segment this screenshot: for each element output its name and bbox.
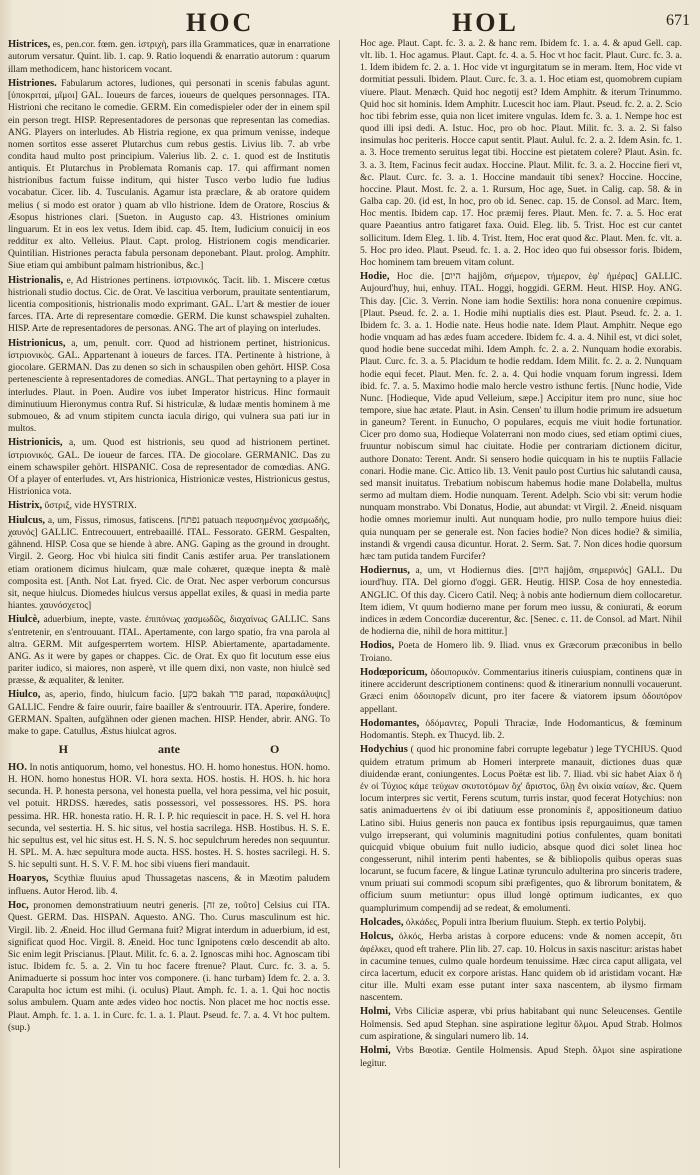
running-head-right: HOL [452, 8, 519, 37]
dictionary-entry [8, 761, 330, 872]
dictionary-entry [8, 514, 330, 613]
right-entries [360, 38, 682, 1070]
dictionary-entry [360, 639, 682, 665]
entry-headword: Hodychius [360, 744, 408, 756]
entry-headword: Histrix, [8, 500, 43, 512]
entry-text: Vrbs Bœotiæ. Gentile Holmensis. Apud Steph. ὅλμοι sine aspiratione legitur. [360, 1046, 682, 1069]
entry-text: a, um, Fissus, rimosus, fatiscens. [נפתח patuach πεφυσημένος χασμωδής, χαυνός] GALLIC. Entrecouuert, entrebaaillé. ITAL. Fessorato. GERM. Gespalten, gähnend. HISP. Cosa que se hiende à abre. ANG. Gaping as the ground in drought. Virgil. 2. Georg. Hoc vbi hiulca siti findit Canis æstifer arua. Per translationem etiam orationem dicimus hiulcam, quæ male cohæret, quæque inepta & malè composita est. [Anth. Not Lat. fryed. Cic. de Orat. Nec asper verborum concursus sit, neque hiulcus. Diomedes hiulcus versus appellat exiles, & quasi in media parte hiantes. χαυνόσχετος] [8, 515, 331, 611]
dictionary-entry [360, 930, 682, 1004]
dictionary-entry [360, 717, 682, 743]
dictionary-entry [8, 436, 330, 498]
entry-text: Scythiæ fluuius apud Thussagetas nascens, & in Mæotim paludem influens. Autor Herod. lib. 4. [8, 874, 331, 897]
entry-text: ὁλκός, Herba aristas à corpore educens: vnde & nomen accepit, ὅτι ἀφέλκει, quod eft trahere. Plin lib. 27. cap. 10. Holcus in saxis nascitur: aristas habet in cacumine tenues, culmo quale hordeum tenuissime. Hæc circa caput alligata, vel circa lacertum, educit ex corpore aristas. Hanc quidem ob id aristidam vocant. Hæ citur ille. Multi exam esse putant inter saxa nascentem, ab ilysmo firmam nascentem. [360, 932, 682, 1004]
dictionary-entry [8, 337, 330, 436]
entry-headword: Hodœporicum, [360, 666, 428, 678]
entry-headword: Histrionalis, [8, 274, 64, 286]
dictionary-entry [360, 916, 682, 929]
column-rule [339, 40, 340, 1168]
left-column [8, 38, 330, 1035]
dictionary-entry [360, 564, 682, 638]
entry-headword: Holcades, [360, 916, 404, 928]
entry-headword: Hiulcè, [8, 614, 40, 626]
entry-text: a, um, vt Hodiernus dies. [היום hajjôm, σημερινός] GALL. Du iourd'huy. ITA. Del giorno d'oggi. GER. Heutig. HISP. Cosa de hoy ennestedia. ANGLIC. Of this day. Cicero Catil. Neq; à nobis ante hodiernum diem collocaretur. Item idiem, Vt quum hodierno mane per forum meo iussu, & coniurati, & eorum indices in ædem Concordiæ ducerentur, &c. [Senec. c. 11. de Consol. ad Mart. Nihil de hodierna die, nihil de hora mittitur.] [360, 566, 683, 638]
dictionary-entry [360, 666, 682, 716]
entry-headword: Hodios, [360, 640, 395, 652]
dictionary-entry [8, 688, 330, 738]
entry-text: Fabularum actores, ludiones, qui personati in scenis fabulas agunt. [ὑποκριταί, μῖμοι] GAL. Ioueurs de farces, ioueurs de quelques personnages. ITA. Histrioni che recitano le comedie. GERM. Ein comedispieler oder der in einem spil ein person tregt. HISP. Representadores de personas que representan las comedias. ANG. Players on interludes. Ab Histria regione, ex qua primum venisse, indeque nomen sortitos esse asseret Plutarchus cum rebus gestis. Livius lib. 7. ab vrbe condita haud multo post principium. Valerius lib. 2. c. 1. quod est de Institutis antiquis. Et Plutarchus in Problemata Romanis cap. 17. qui affirmant nomen histrionibus factum fuisse inditum, qui hister Tusco verbo ludio fue ludius vocabatur. Cicer. lib. 4. Tusculanis. Agamur ista præclare, & ab oratore quidem melius ( si modo est orator ) quam ab vllo histrione. Idem de Oratore, Roscius & Æsopus histriones clari. [Sueton. in Augusto cap. 43. Histriones ominium linguarum. Et in eos lex vetus. Idem ibid. cap. 45. Item, Iudicium conuicij in eos redditur ex alto. Velleius. Plaut. Capt. prolog. Histrionem cogis mendicarier. Quintilian. Histriones peracta fabula personam deponebant. Plaut. prolog. Amphitr. Siue etiam qui ambibunt palmam histrionibus, &c.] [8, 78, 330, 272]
dictionary-entry [360, 38, 682, 269]
dictionary-entry [8, 899, 330, 1034]
dictionary-entry [360, 1044, 682, 1070]
divider-letter-left: H [58, 742, 68, 757]
dictionary-entry [8, 499, 330, 512]
dictionary-entry [8, 77, 330, 273]
entry-headword: Hiulco, [8, 689, 41, 701]
entry-headword: Histrionicis, [8, 437, 63, 449]
dictionary-entry [360, 743, 682, 914]
entry-text: e, Ad Histriones pertinens. ἱστριονικός. Tacit. lib. 1. Miscere cœtus histrionali studio doctus. Cic. de Orat. Ve lascitiua verborum, prauitate sententiarum, licentia compositionis, histrionalis modo exprimant. GAL. L'art & mestier de iouer farces. ITA. Arte di representare comœdie. GERM. Die kunst schawspiel zuhalten. HISP. Arte de representadores de personas. ANG. The art of playing on interludes. [8, 275, 330, 335]
running-head [0, 4, 700, 36]
entry-text: a, um. Quod est histrionis, seu quod ad histrionem pertinet. ἱστριονικός. GAL. De ioueur de farces. ITA. De giocolare. GERMANIC. Das zu einem schawspiler gehört. HISPANIC. Cosa de representador de comœdias. ANG. Of a player of enterludes. vt, Ars histrionica, Histrionicæ vestes, Histrionicus gestus, Histrionica vota. [8, 438, 331, 498]
entry-headword: Histrionicus, [8, 337, 66, 349]
entry-headword: Holcus, [360, 931, 394, 943]
entry-text: as, aperio, findo, hiulcum facio. [בקע bakah פרד parad, παρακάλυψις] GALLIC. Fendre & faire ouurir, faire baailler & s'entrouurir. ITA. Aperire, fondere. GERMAN. Spalten, aufgähnen oder gienen machen. HISP. Hender, abrir. ANG. To make to gape. Catullus, Æstus hiulcat agros. [8, 690, 330, 738]
entry-headword: Hoc, [8, 899, 29, 911]
right-column [360, 38, 682, 1071]
entry-headword: Hodie, [360, 270, 390, 282]
entry-headword: Holmi, [360, 1045, 391, 1057]
entry-text: es, pen.cor. fœm. gen. ἱστριχὴ, pars illa Grammatices, quæ in enarratione autorum versatur. Quint. lib. 1. cap. 9. Ratio loquendi & enarratio autorum : quarum illam methodicem, hanc historicem vocant. [8, 40, 331, 75]
entry-text: In notis antiquorum, homo, vel honestus. HO. H. homo honestus. HON. homo. H. HON. homo honestus HOR. VI. hora sexta. HOS. hostis. H. HOS. h. hic hora secunda. H. P. honesta persona, vel honesta puella, vel hora pessima, vel hic posuit, vel potuit. HRDSS. hæredes, satis possessori, vel possessores. HS. PS. hora pessima. HR. HR. honesta ratio. H. R. I. P. hic requiescit in pace. H. S. vel H. hora secunda, vel sestertia. H. S. hic situs, vel hostia sacrilega. HSB. Hostibus. H. S. E. hic sepultus est, vel hic situs est. H. S. N. S. hoc sepulchrum heredes non sequuntur. H. SPL. M. A. hæc sepultura mode aucta. HSS. hostes. H. S. hostes sacrilegi. H. S. S. hic sepulti sunt. H. S. V. F. M. hoc sibi viuens fieri mandauit. [8, 762, 330, 871]
entry-headword: Hodomantes, [360, 717, 420, 729]
dictionary-entry [8, 613, 330, 687]
entry-text: ὕστριξ, vide HYSTRIX. [44, 501, 137, 512]
entry-headword: Histriones. [8, 77, 57, 89]
divider-word: ante [158, 742, 180, 757]
entry-text: ὁδόμαντες, Populi Thraciæ, Inde Hodomanticus, & fœminum Hodomantis. Steph. ex Thucyd. lib. 2. [360, 718, 682, 742]
running-head-left: HOC [186, 8, 255, 37]
entry-headword: Hiulcus, [8, 514, 46, 526]
entry-text: ὁλκάδες, Populi intra Iberium fluuium. Steph. ex tertio Polybij. [405, 917, 647, 928]
dictionary-entry [360, 1005, 682, 1043]
entry-text: Hoc age. Plaut. Capt. fc. 3. a. 2. & hanc rem. Ibidem fc. 1. a. 4. & apud Gell. cap. vlt. lib. 1. Hoc agamus. Plaut. Capt. fc. 4. a. 5. Hoc vt hoc facit. Plaut. Curc. fc. 3. a. 1. Idem ibidem fc. 2. a. 1. Hoc vide vt ingurgitatum se in meram. Item, Hoc vide vt dormitiat pessuli. Ibidem. Plaut. Curc. fc. 3. a. 1. Hoc etiam est, quomobrem cupiam viuere. Plaut. Menæch. Quid hoc negotij est? Idem Amphitr. & iterum Trinummo. Quid hoc sit hominis. Idem Amphitr. Lucescit hoc iam. Plaut. Pseud. fc. 2. a. 2. Scio hoc tibi febrim esse, quia non licet imitere vngulas. Idem fc. 3. a. 1. Nempe hoc est quod illi ipsi dedi. A. Istuc. Hoc, pro ob hoc. Plaut. Milit. fc. 3. a. 2. Si falso insimulas hoc periteris. Hocce caput sentit. Plaut. Aulul. fc. 2. a. 2. Idem Asin. fc. 1. a. 3. Hoce tremento seruitus legat tibi. Hoccine est pietatem colere? Plaut. Asin. fc. 3. a. 3. Item, Facinus fecit audax. Hoccine. Plaut. Milit. fc. 3. a. 2. Hoccine fieri vt, &c. Plaut. Curc. fc. 3. a. 1. Hoccine mandauit tibi senex? Hoccine. Hoccine, hoccine. Plaut. Most. fc. 2. a. 1. Rursum, Hoc age, Suet. in Calig. cap. 58. & in Galba cap. 20. (id est, In hoc, pro ob id. Senec. cap. 15. de Consol. ad Marc. Item, Hoc mentis. Ibidem cap. 17. Hoc præmij feres. Plaut. Men. fc. 7. a. 5. Hoc erat quare Paeantius antro fatigaret faxa. Ouid. Eleg. lib. 5. Trist. Hoc est cur cantet sollicitum. Idem Eleg. 1. lib. 4. Trist. Item, Hoc erat quod &c. Plaut. Men. fc. vlt. a. 5. Hoc pro ideo. Plaut. Pseud. fc. 1. a. 2. Hoc ideo quo fui obsessor foris. Ibidem, Hoc hominem tam breuem vitam colunt. [360, 39, 682, 268]
entry-text: Poeta de Homero lib. 9. Iliad. vnus ex Græcorum præconibus in bello Troiano. [360, 641, 683, 664]
entry-text: ὁδοιπορικόν. Commentarius itineris cuiuspiam, continens quæ in itinere acciderunt descriptionem continens: quod & itinerarium nonnulli vocauerunt. Græci enim ὁδοιπορεῖν dicunt, pro iter facere & viatorem ipsum ὁδοιπόρον appellant. [360, 667, 682, 715]
entry-headword: Hodiernus, [360, 565, 410, 576]
entry-headword: Holmi, [360, 1006, 391, 1018]
dictionary-entry [8, 274, 330, 336]
entry-text: pronomen demonstratiuum neutri generis. [זה ze, τοῦτο] Celsius cui ITA. Quest. GERM. Das. HISPAN. Aquesto. ANG. Tho. Curus masculinum est hic. Virgil. lib. 2. Æneid. Hoc illud Germana fuit? Migrat interdum in aduerbium, id est, significat quod Hoc. Virgil. 8. Æneid. Hoc tunc Ignipotens cœlo descendit ab alto. Sic enim legit Priscianus. [Plaut. Milit. fc. 6. a. 2. Ignoscas mihi hoc. Agnoscam tibi istuc. Ibidem fc. 5. a. 2. Vin tu hoc facere ftrenue? Plaut. Curc. fc. 3. a. 5. Animaduerte si possum hoc inter vos componere. (i. hanc turbam) Idem fc. 2. a. 3. Carapulta hoc ictum est mihi. (i. oculus) Plaut. Amph. fc. 1. a. 1. Qui hoc noctis solus ambulem. Quam ante ædes video hoc noctis. Non placet me hoc noctis esse. Plaut. Amph. fc. 1. a. 1. in Curc. fc. 1. a. 1. Plaut. Pseud. fc. 7. a. 4. Vt hoc pultem. (sup.) [8, 900, 330, 1033]
dictionary-entry [360, 270, 682, 563]
entry-text: Hoc die. [היום hajjôm, σήμερον, τήμερον, ἐφ' ἡμέρας] GALLIC. Aujourd'huy, hui, enhuy. ITAL. Hoggi, hoggidi. GERM. Heut. HISP. Hoy. ANG. This day. [Cic. 3. Verrin. None iam hodie Sextilis: hora nona conuenire cœpimus. [Plaut. Pseud. fc. 2. a. 1. Hodie mihi nuptialis dies est. Plaut. Pseud. fc. 2. a. 1. Ibidem fc. 3. a. 1. Hodie nate. Heus hodie nate. Idem Plaut. Amphitr. Neque ego hodie vnquam ad has ædes fuam accedere. Ibidem fc. 4. a. 4. Nihil est, vt dici solet, quod hodie bene succedat mihi. Idem Amph. fc. 2. a. 2. Nunquam hodie exorabis. Plaut. Curc. fc. 3. a. 5. Placidum te hodie reddam. Idem Milit. fc. 2. a. 2. Nunquam hodie equi fecet. Plaut. Men. fc. 2. a. 4. Qui hodie vnquam forum ingressi. Idem ibid. fc. 7. a. 5. Maximo hodie malo hercle vestro isthunc fertis. [Nunc hodie, Vide Nunc. [Hodieque, Vide apud Velleium, sæpe.] Accipitur item pro nunc, siue hoc tempore, siue hac ætate. Plaut. in Asin. Censen' tu illum hodie primum ire adsuetum in ganeum? Terent. in Eunucho, O populares, ecquis me viuit hodie fortunatior. Cicer pro domo sua, Hodieque Volaterrani non modo ciues, sed etiam optimi ciues, fruuntur nobiscum simul hac ciuitate. Hodie per contrariam dictionem dicitur, authore Donato: Terent. Andr. Si sensero hodie quicquam in his te nuptiis Fallacie conari. Hodie mane. Cic. Attico lib. 13. Venit paulo post Curtius hic salutandi causa, sed mansit inuitatus. Trebatium nobiscum habemus hodie mane Dolabella, multus sermo ad multam diem. Hodie nunquam. Terent. Adelph. Scio vbi sit: verum hodie nunquam monstrabo. Vbi Donatus, Hodie, aut abundat: vt Virgil. 2. Æneid. nisquam hodie omnes moriemur inulti. Aut nunquam hodie, pro nullo tempore huius diei: quia nunquam per se generale est. Non facies hodie? Non dices hodie? & similia, instandi & vrgendi causa dicuntur. Horat. 2. Serm. Sat. 7. Non dices hodie quorsum hæc tam putida tandem Furcifer? [360, 271, 683, 562]
entry-text: Vrbs Ciliciæ asperæ, vbi prius habitabant qui nunc Seleucenses. Gentile Holmensis. Sed apud Stephan. sine aspiratione legitur ὅλμοι. Apud Strab. Holmos cum aspiratione, & singulari numero lib. 14. [360, 1007, 682, 1043]
dictionary-entry [8, 872, 330, 898]
divider-letter-right: O [270, 742, 280, 757]
dictionary-entry [8, 38, 330, 76]
entry-headword: Histrices, [8, 39, 51, 50]
entry-headword: HO. [8, 761, 27, 773]
entry-text: ( quod hic pronomine fabri corrupte legebatur ) lege TYCHIUS. Quod quidem etratum primum ab Homeri interprete manauit, dictiones duas quæ diuidendæ erant, coniungentes. Locus Poëtæ est lib. 7. Iliad. vbi sic habet Aiax ὃ ἡ ἐν οἱ Τύχιος κάμε τεύχων σκυτοτόμων ὄχ' ἄριστος, ὕλῃ ἔνι οἰκία ναίων, &c. Quem locum interpres sic vertit, Ferens scutum, turris instar, quod fecerat Hotychius: non satis animaduertens ἐν οἱ ibi datiuum esse pronominis ἕ, appositioneum datiuo Latino sibi. Huius generis non pauca ex fontibus ipsis repurgauimus, quæ tamen vulgo irrepserant, qui voluminis magnitudini potius confulentes, quam bonitati quicquid vbique obuium fuit nullo iudicio, absque quod dici solet linea hoc congesserunt, nihil interim penti habentes, se & bibliopolis quibus operas suas locarunt, se fucum facere, & lingue Latinæ tyrunculo adulterina pro sinceris tradere, vnum priuati sui commodi scopum sibi præfigentes, quo & librorum bonitatem, & officium suum metiuntur: opus illud longè optimum iudicantes, ex quo quamplurimum compendij ad se redeat, & emolumenti. [360, 745, 683, 914]
entry-headword: Hoaryos, [8, 873, 49, 885]
entry-text: aduerbium, inepte, vaste. ἐπιπόνως χασμωδῶς, διαχαίνως GALLIC. Sans s'entretenir, en s'entrouuant. ITAL. Apertamente, con largo spatio, fra vna parola al altra. GERM. Mit aufgesperrtem wortem. HISP. Abiertamente, apartadamente. ANG. As it were by gapes or chappes. Cic. de Orat. Ex quo fit locutum esse eius pariter iudico, si maiores, non asperè, vt ille quem dixi, non vaste, non hiulcè sed præsse, & æqualiter, & leniter. [8, 615, 331, 687]
entry-text: a, um, penult. corr. Quod ad histrionem pertinet, histrionicus. ἱστριονικὸς. GAL. Appartenant à ioueurs de farces. ITA. Pertinente à histrione, à giocolare. GERMAN. Das zu denen so sich in schauspilen oben gehört. HISP. Cosa pertenesciente à representadores de comedias. ANGL. That pertayning to a player in interludes. Plaut. in Poen. Audire vos iubet Imperator histricus. Hinc formauit diminutiuum Hieronymus contra Ruf. Si histriculæ, & ludaæ mentis hominem à me submoueo, & ad vnum stipitem cuncta iacula dirigo, qui vulnera sua pati iur in multos. [8, 338, 331, 434]
left-entries-after [8, 761, 330, 1034]
left-entries [8, 38, 330, 738]
page-number: 671 [666, 12, 690, 29]
section-divider [8, 742, 330, 757]
